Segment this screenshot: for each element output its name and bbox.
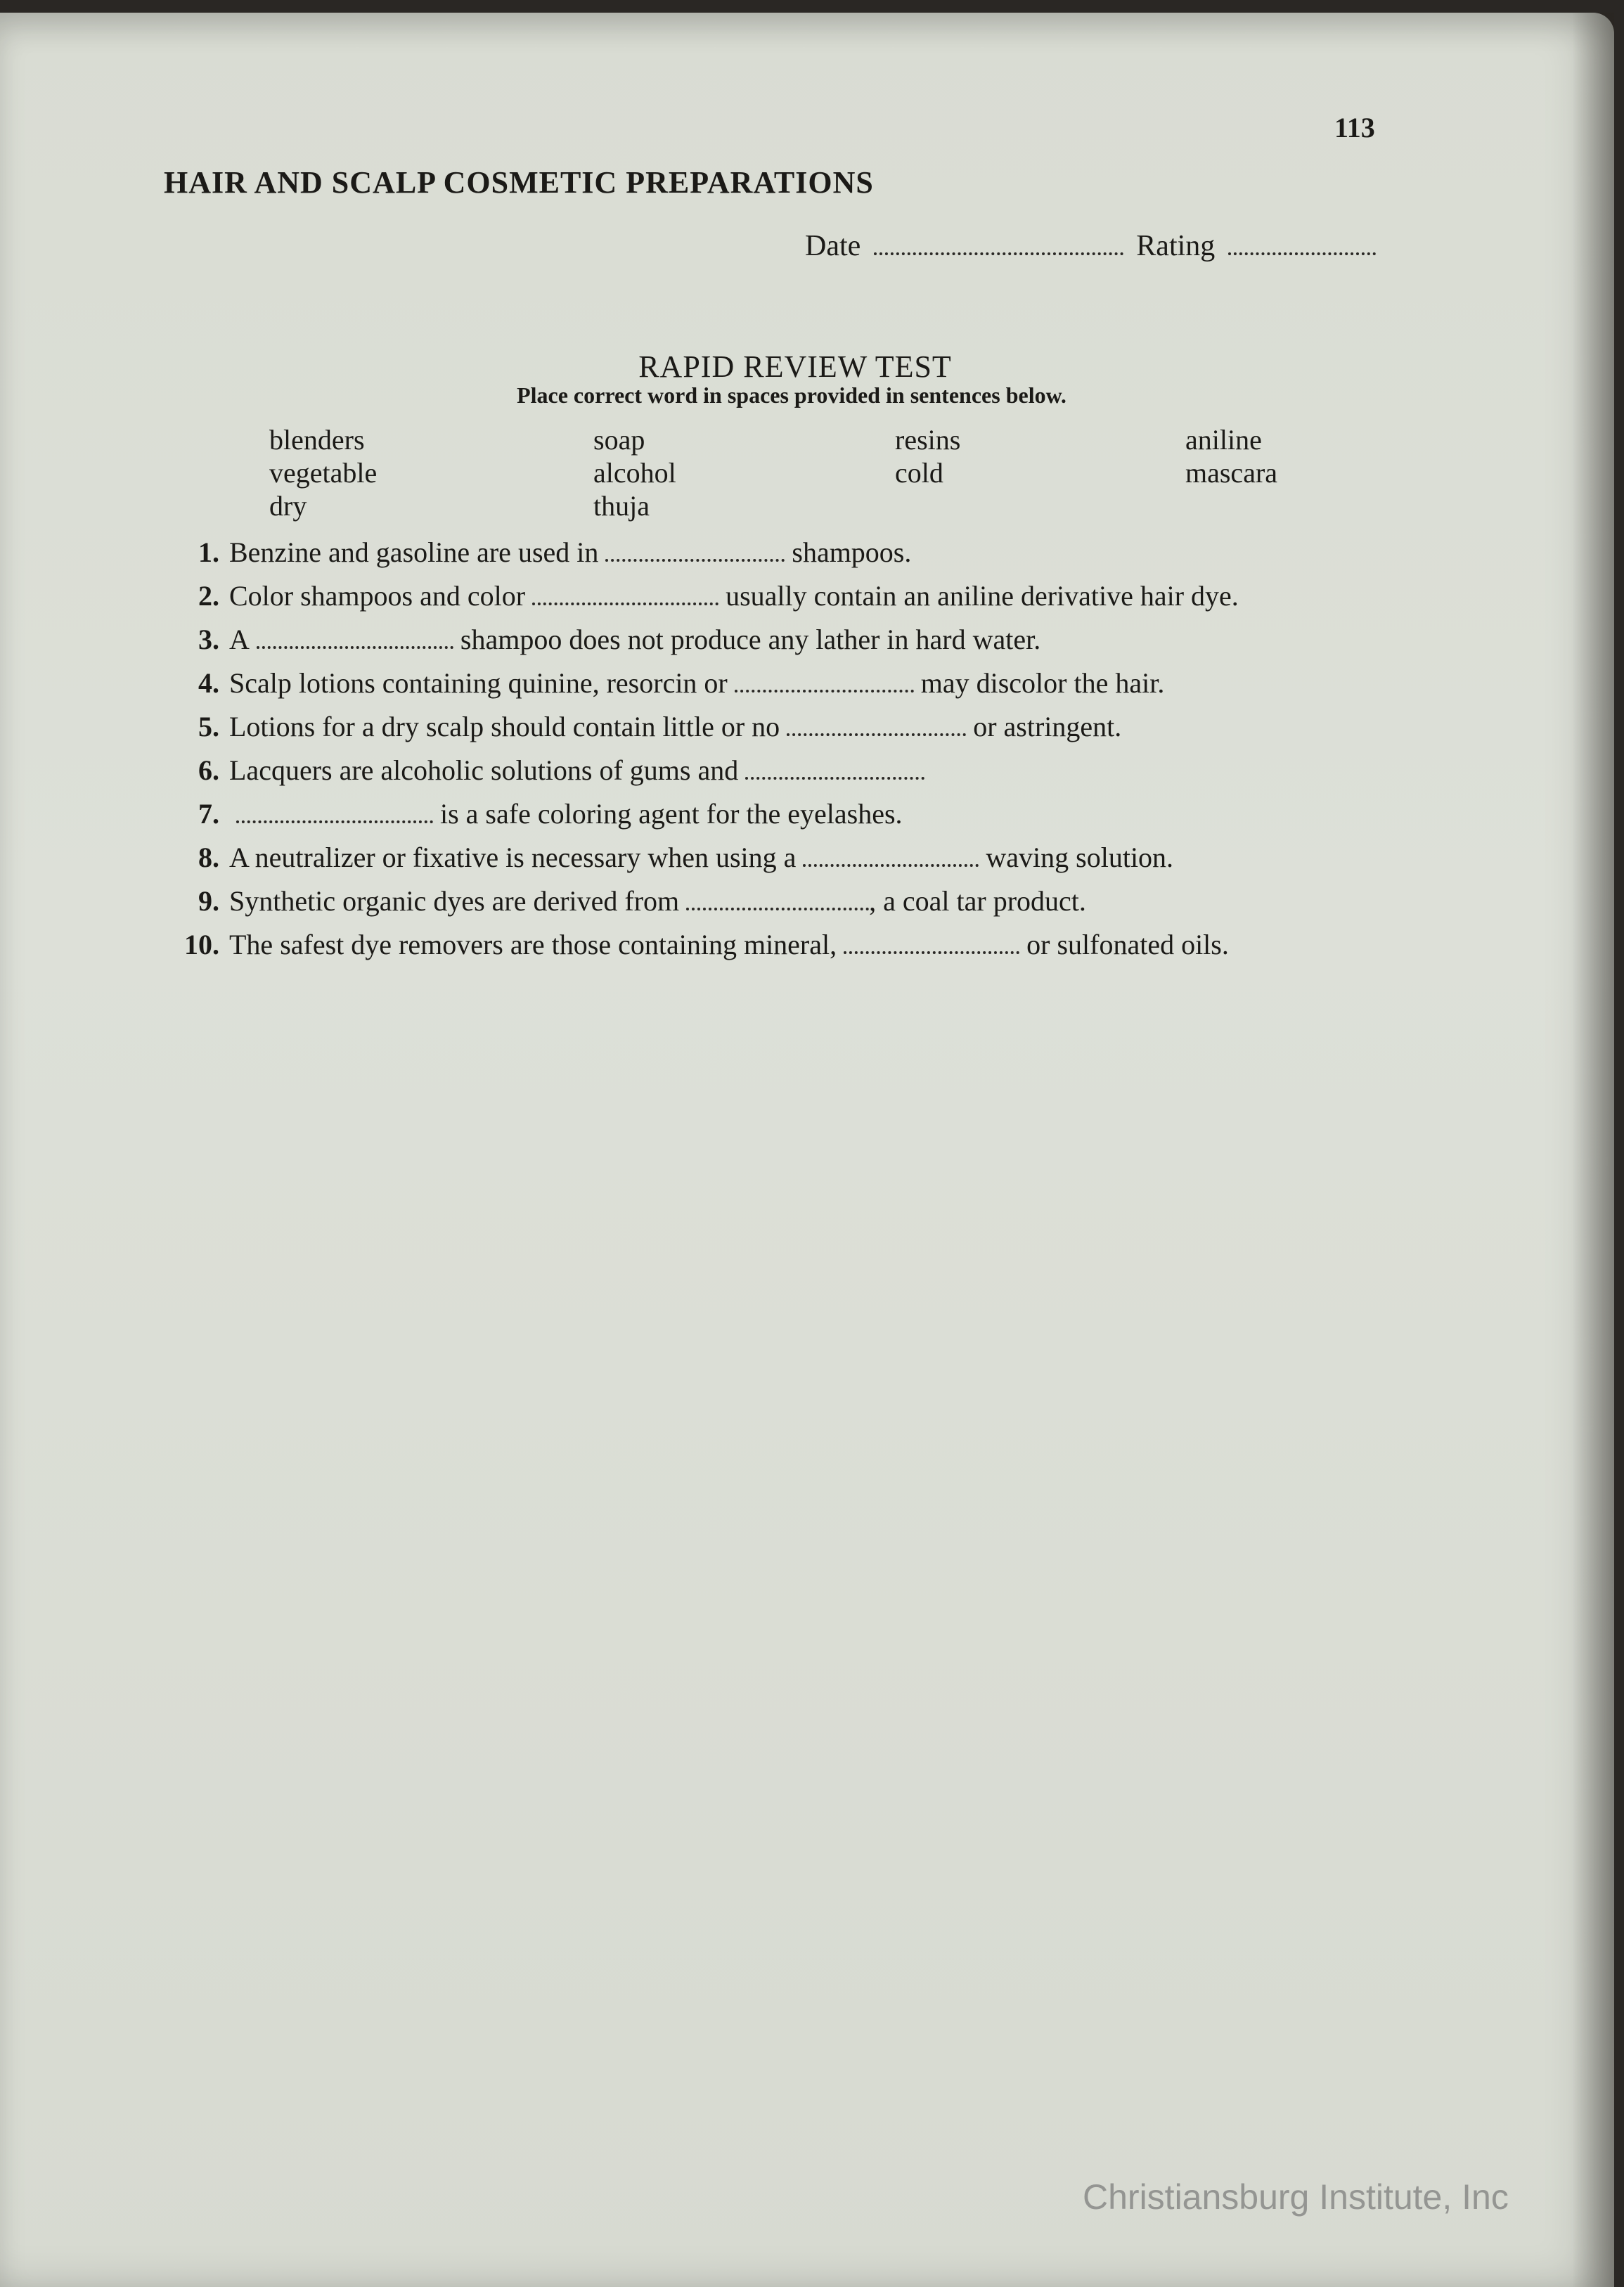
question-7	[162, 797, 903, 832]
test-title: RAPID REVIEW TEST	[638, 349, 952, 384]
question-text: shampoo does not produce any lather in hard water.	[460, 624, 1041, 655]
question-2	[162, 579, 1239, 614]
question-number: 6.	[198, 754, 219, 786]
word-bank-item: vegetable	[269, 457, 378, 489]
question-number: 2.	[198, 580, 219, 612]
answer-blank[interactable]	[236, 799, 433, 823]
question-10	[162, 927, 1229, 962]
word-bank-item: resins	[895, 424, 961, 456]
question-number: 7.	[198, 798, 219, 830]
word-bank-item: aniline	[1185, 424, 1262, 456]
book-page	[0, 13, 1614, 2287]
question-text: Color shampoos and color	[229, 580, 526, 612]
word-bank-column-1	[269, 423, 377, 522]
question-text: or astringent.	[973, 711, 1122, 742]
question-6	[162, 753, 932, 788]
question-text: Scalp lotions containing quinine, resorcin or	[229, 667, 728, 699]
question-text: A neutralizer or fixative is necessary when using a	[229, 842, 797, 873]
question-text: Lacquers are alcoholic solutions of gums and	[229, 754, 739, 786]
word-bank-column-4	[1185, 423, 1277, 489]
question-text: Synthetic organic dyes are derived from	[229, 885, 680, 917]
question-number: 9.	[198, 885, 219, 917]
answer-blank[interactable]	[686, 887, 869, 910]
question-text: Benzine and gasoline are used in	[229, 536, 599, 568]
question-text: is a safe coloring agent for the eyelashes.	[440, 798, 903, 830]
word-bank-item: thuja	[593, 490, 650, 522]
question-1	[162, 535, 911, 570]
word-bank-item: soap	[593, 424, 645, 456]
question-5	[162, 709, 1121, 745]
answer-blank[interactable]	[735, 669, 914, 692]
question-number: 4.	[198, 667, 219, 699]
question-4	[162, 666, 1164, 701]
answer-blank[interactable]	[605, 538, 785, 562]
date-rating-fields	[805, 229, 1376, 263]
question-number: 10.	[184, 929, 219, 960]
test-instruction: Place correct word in spaces provided in sentences below.	[517, 382, 1066, 408]
question-text: shampoos.	[792, 536, 912, 568]
answer-blank[interactable]	[257, 625, 453, 649]
word-bank-item: mascara	[1185, 457, 1278, 489]
word-bank-item: dry	[269, 490, 307, 522]
word-bank-column-2	[593, 423, 676, 522]
question-9	[162, 884, 1086, 919]
answer-blank[interactable]	[844, 930, 1019, 954]
answer-blank[interactable]	[803, 843, 979, 867]
chapter-title: HAIR AND SCALP COSMETIC PREPARATIONS	[164, 165, 874, 200]
question-number: 3.	[198, 624, 219, 655]
rating-blank	[1228, 231, 1376, 255]
watermark: Christiansburg Institute, Inc	[1083, 2177, 1509, 2217]
answer-blank[interactable]	[745, 756, 924, 780]
question-text: usually contain an aniline derivative hair dye.	[726, 580, 1239, 612]
question-number: 1.	[198, 536, 219, 568]
word-bank-item: cold	[895, 457, 943, 489]
question-text: Lotions for a dry scalp should contain little or no	[229, 711, 780, 742]
word-bank-item: blenders	[269, 424, 365, 456]
rating-label: Rating	[1136, 230, 1216, 262]
date-label: Date	[805, 230, 861, 262]
question-text: or sulfonated oils.	[1026, 929, 1229, 960]
page-number: 113	[1334, 112, 1375, 143]
answer-blank[interactable]	[787, 712, 966, 736]
question-text: A	[229, 624, 250, 655]
question-number: 5.	[198, 711, 219, 742]
question-text: waving solution.	[986, 842, 1174, 873]
question-8	[162, 840, 1173, 875]
answer-blank[interactable]	[532, 581, 718, 605]
word-bank-item: alcohol	[593, 457, 676, 489]
question-text: The safest dye removers are those containing mineral,	[229, 929, 837, 960]
question-text: , a coal tar product.	[869, 885, 1086, 917]
date-blank	[874, 231, 1123, 255]
question-3	[162, 622, 1040, 657]
question-number: 8.	[198, 842, 219, 873]
question-text: may discolor the hair.	[920, 667, 1165, 699]
word-bank-column-3	[895, 423, 960, 489]
